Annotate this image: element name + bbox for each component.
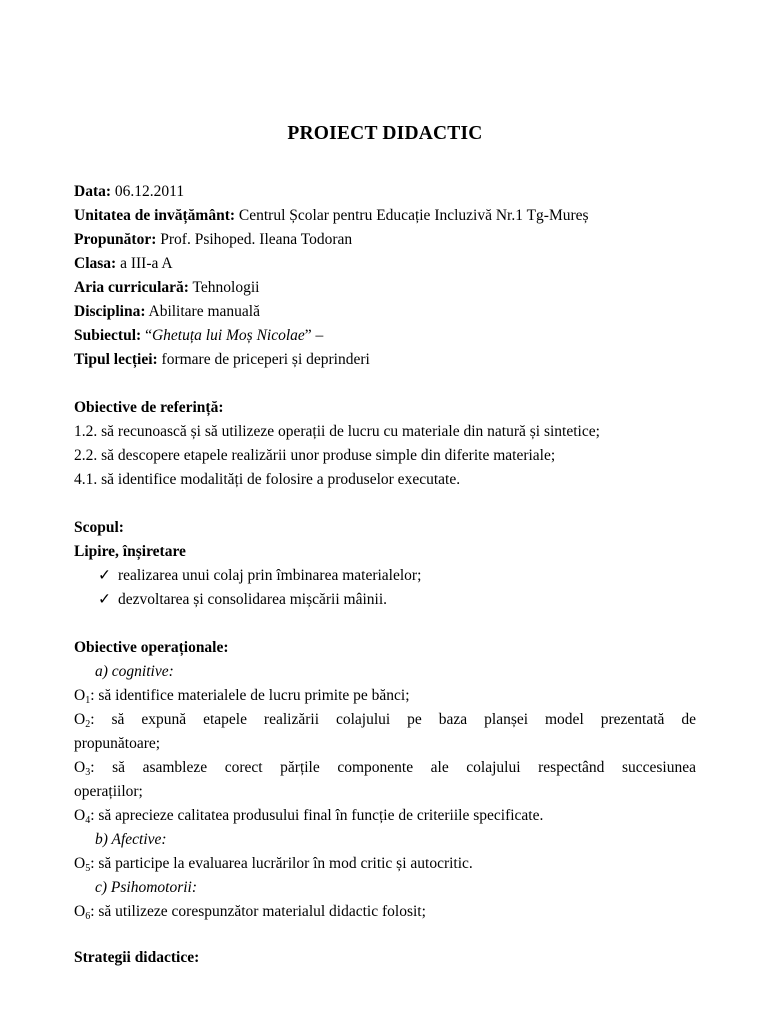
- info-class: [74, 252, 173, 276]
- document-title: PROIECT DIDACTIC: [287, 123, 483, 144]
- scopul-item-text: realizarea unui colaj prin îmbinarea materialelor;: [118, 567, 422, 584]
- info-label: Aria curriculară:: [74, 279, 189, 296]
- objective-o1: $O_1$: să identifice materialele de lucru primite pe bănci;: [74, 687, 410, 706]
- info-value: formare de priceperi și deprinderi: [157, 351, 370, 368]
- objective-o5: $O_5$: să participe la evaluarea lucrărilor în mod critic și autocritic.: [74, 855, 473, 874]
- scopul-heading: Scopul:: [74, 519, 124, 536]
- info-value-italic: Ghetuța lui Moș Nicolae: [151, 327, 305, 344]
- scopul-subheading: Lipire, înșiretare: [74, 543, 186, 560]
- strategii-heading: Strategii didactice:: [74, 949, 200, 966]
- category-psihomotorii: c) Psihomotorii:: [95, 879, 198, 896]
- info-area: [74, 276, 259, 300]
- objective-o3-cont: operațiilor;: [74, 783, 143, 800]
- referinta-item: 4.1. să identifice modalități de folosire a produselor executate.: [74, 471, 461, 488]
- checkmark-icon: ✓: [98, 591, 111, 608]
- info-label: Disciplina:: [74, 303, 146, 320]
- objective-o2-cont: propunătoare;: [74, 735, 161, 752]
- info-value-prefix: “: [141, 327, 152, 344]
- info-value: Abilitare manuală: [145, 303, 260, 320]
- info-date: [74, 180, 184, 204]
- objective-o4: $O_4$: să aprecieze calitatea produsului final în funcție de criteriile specificate.: [74, 807, 544, 826]
- info-value: 06.12.2011: [111, 183, 185, 200]
- info-label: Data:: [74, 183, 112, 200]
- info-label: Propunător:: [74, 231, 157, 248]
- scopul-item-text: dezvoltarea și consolidarea mișcării mâinii.: [118, 591, 387, 608]
- info-label: Clasa:: [74, 255, 117, 272]
- info-label: Unitatea de invățământ:: [74, 207, 236, 224]
- info-value: Tehnologii: [188, 279, 260, 296]
- operationale-heading: Obiective operaționale:: [74, 639, 229, 656]
- objective-o2: $O_2$: să expună etapele realizării colajului pe baza planșei model prezentată de: [74, 711, 696, 730]
- info-value-suffix: ” –: [304, 327, 324, 344]
- objective-o6: $O_6$: să utilizeze corespunzător materialul didactic folosit;: [74, 903, 426, 922]
- referinta-item: 2.2. să descopere etapele realizării unor produse simple din diferite materiale;: [74, 447, 556, 464]
- info-label: Subiectul:: [74, 327, 142, 344]
- info-value: Prof. Psihoped. Ileana Todoran: [156, 231, 353, 248]
- referinta-item: 1.2. să recunoască și să utilizeze operații de lucru cu materiale din natură și sintetice;: [74, 423, 600, 440]
- info-value: Centrul Școlar pentru Educație Incluzivă Nr.1 Tg-Mureș: [235, 207, 589, 224]
- info-discipline: [74, 300, 260, 324]
- info-lesson-type: [74, 348, 370, 372]
- referinta-heading: Obiective de referință:: [74, 399, 224, 416]
- info-teacher: [74, 228, 352, 252]
- checkmark-icon: ✓: [98, 567, 111, 584]
- scopul-item: [98, 564, 421, 588]
- info-subject: [74, 324, 323, 348]
- scopul-item: [98, 588, 387, 612]
- category-afective: b) Afective:: [95, 831, 167, 848]
- category-cognitive: a) cognitive:: [95, 663, 174, 680]
- objective-o3: $O_3$: să asambleze corect părțile componente ale colajului respectând succesiunea: [74, 759, 696, 778]
- info-school: [74, 204, 589, 228]
- info-value: a III-a A: [116, 255, 173, 272]
- info-label: Tipul lecției:: [74, 351, 158, 368]
